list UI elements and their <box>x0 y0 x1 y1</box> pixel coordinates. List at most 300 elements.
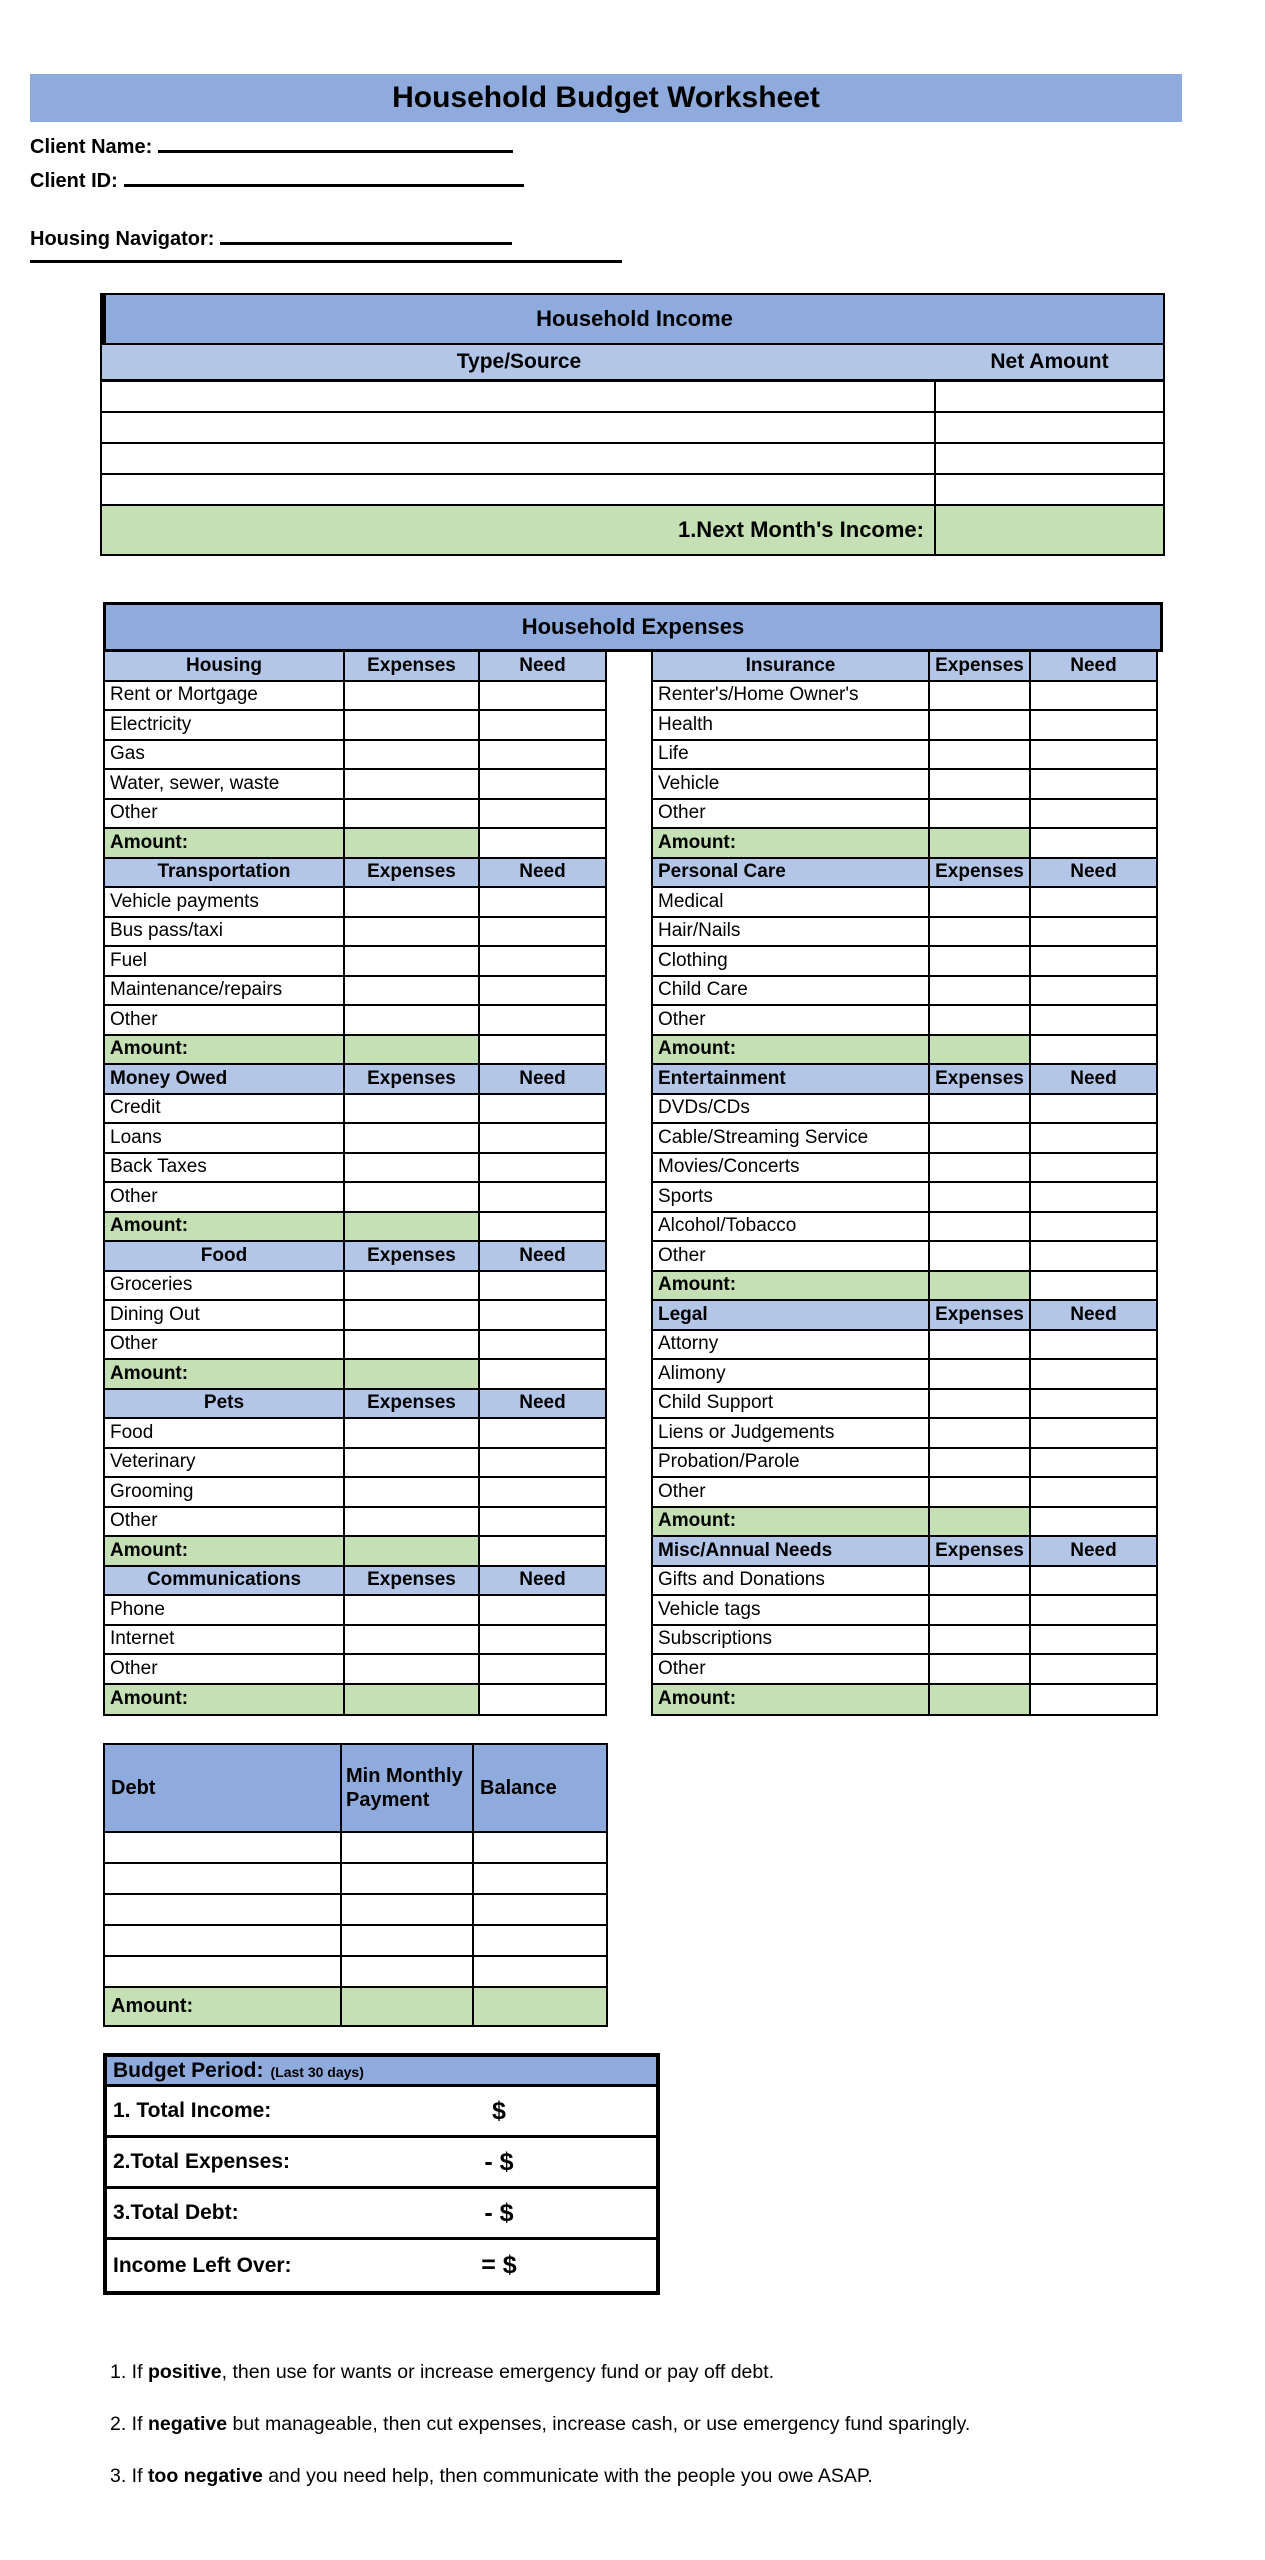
expense-row <box>653 888 1156 918</box>
expense-value-cell: Expenses <box>345 859 480 887</box>
debt-table <box>103 1743 608 2027</box>
income-empty-row <box>102 413 1163 444</box>
income-table-title: Household Income <box>102 295 1163 345</box>
expense-row <box>653 1183 1156 1213</box>
need-value-cell <box>480 829 605 857</box>
housing-navigator-label: Housing Navigator: <box>30 228 215 250</box>
expense-row-label: Amount: <box>653 1508 930 1536</box>
expense-row <box>653 918 1156 948</box>
note-text: but manageable, then cut expenses, increase cash, or use emergency fund sparingly. <box>227 2413 971 2435</box>
client-name-blank-line <box>158 136 513 153</box>
client-id-label: Client ID: <box>30 170 118 192</box>
need-value-cell <box>480 682 605 710</box>
expense-row-label: Other <box>653 1006 930 1034</box>
client-id-blank-line <box>124 170 524 187</box>
expense-row <box>105 1095 605 1125</box>
expense-value-cell <box>930 1360 1031 1388</box>
expense-row <box>105 829 605 859</box>
expense-row <box>653 947 1156 977</box>
need-value-cell <box>480 1508 605 1536</box>
expense-value-cell: Expenses <box>930 1301 1031 1329</box>
need-value-cell: Need <box>1070 861 1117 883</box>
expense-value-cell <box>930 1508 1031 1536</box>
expense-value-cell: Expenses <box>345 1242 480 1270</box>
need-value-cell <box>1031 1419 1156 1447</box>
expense-row <box>653 1331 1156 1361</box>
expense-value-cell <box>345 1596 480 1624</box>
note-line-3 <box>110 2464 970 2488</box>
expenses-columns <box>103 652 1163 1716</box>
expense-value-cell <box>930 888 1031 916</box>
expense-row-label: Vehicle payments <box>105 888 345 916</box>
expense-row-label: Alimony <box>653 1360 930 1388</box>
need-value-cell <box>480 1360 605 1388</box>
need-value-cell <box>1031 741 1156 769</box>
expense-row-label: Entertainment <box>653 1065 930 1093</box>
need-value-cell <box>1031 1006 1156 1034</box>
expense-row <box>653 1213 1156 1243</box>
expense-row-label: Other <box>105 1655 345 1683</box>
expense-row <box>105 947 605 977</box>
expense-row <box>653 1272 1156 1302</box>
debt-name-cell <box>105 1895 342 1924</box>
need-value-cell <box>480 1537 605 1565</box>
expense-value-cell <box>345 918 480 946</box>
need-value-cell <box>1031 1390 1156 1418</box>
expense-row <box>653 770 1156 800</box>
need-value-cell: Need <box>1070 654 1117 676</box>
expense-row <box>105 1213 605 1243</box>
debt-col-min-monthly-payment: Min Monthly Payment <box>342 1745 474 1831</box>
expense-value-cell <box>345 1331 480 1359</box>
need-value-cell <box>480 947 605 975</box>
expense-value-cell <box>345 741 480 769</box>
expense-row-label: Renter's/Home Owner's <box>653 682 930 710</box>
expense-value-cell <box>345 711 480 739</box>
expense-row-label: Other <box>105 1183 345 1211</box>
expense-row <box>653 1449 1156 1479</box>
need-value-cell <box>1031 1596 1156 1624</box>
need-value-cell <box>1031 770 1156 798</box>
need-value-cell <box>1031 1626 1156 1654</box>
expense-row-label: Vehicle <box>653 770 930 798</box>
debt-total-row <box>105 1988 606 2025</box>
expense-value-cell <box>345 1449 480 1477</box>
budget-period-table <box>103 2053 660 2295</box>
expense-row <box>105 1685 605 1715</box>
debt-payment-cell <box>342 1864 474 1893</box>
expense-value-cell <box>930 1036 1031 1064</box>
need-value-cell <box>480 977 605 1005</box>
expense-row <box>105 1449 605 1479</box>
need-value-cell <box>1031 1213 1156 1241</box>
expense-value-cell <box>345 1419 480 1447</box>
expense-value-cell <box>345 1006 480 1034</box>
debt-name-cell <box>105 1864 342 1893</box>
expense-value-cell <box>930 1567 1031 1595</box>
expense-row-label: Gifts and Donations <box>653 1567 930 1595</box>
expense-row-label: Amount: <box>105 1036 345 1064</box>
need-value-cell: Need <box>1070 1539 1117 1561</box>
budget-period-note: (Last 30 days) <box>270 2064 364 2080</box>
expense-row-label: Amount: <box>653 829 930 857</box>
expense-value-cell <box>345 1213 480 1241</box>
expense-row-label: Loans <box>105 1124 345 1152</box>
need-value-cell <box>480 1331 605 1359</box>
expense-row <box>653 1567 1156 1597</box>
expense-value-cell <box>345 1124 480 1152</box>
expense-row <box>105 1537 605 1567</box>
expense-value-cell <box>930 1272 1031 1300</box>
need-value-cell <box>1031 1242 1156 1270</box>
expense-row <box>105 1390 605 1420</box>
need-value-cell <box>1031 1360 1156 1388</box>
expense-row-label: DVDs/CDs <box>653 1095 930 1123</box>
income-type-cell <box>102 413 936 442</box>
expense-value-cell <box>930 1596 1031 1624</box>
budget-row-total-expenses <box>107 2138 656 2189</box>
budget-row-value: - $ <box>484 2198 514 2227</box>
expense-value-cell: Expenses <box>930 859 1031 887</box>
need-value-cell <box>1031 711 1156 739</box>
expense-row <box>653 1360 1156 1390</box>
expense-row <box>653 1036 1156 1066</box>
need-value-cell <box>1031 1478 1156 1506</box>
expense-value-cell: Expenses <box>930 1537 1031 1565</box>
expense-row <box>653 1626 1156 1656</box>
income-amount-cell <box>936 382 1163 411</box>
expense-row <box>105 1655 605 1685</box>
expense-row-label: Movies/Concerts <box>653 1154 930 1182</box>
budget-period-header <box>107 2057 656 2087</box>
need-value-cell <box>480 1213 605 1241</box>
next-months-income-value-cell <box>936 506 1163 554</box>
expense-row <box>105 1567 605 1597</box>
expense-row <box>653 1301 1156 1331</box>
expense-value-cell <box>930 947 1031 975</box>
expense-row-label: Probation/Parole <box>653 1449 930 1477</box>
debt-col-balance: Balance <box>480 1776 557 1799</box>
title-bar <box>30 74 1182 122</box>
debt-empty-row <box>105 1895 606 1926</box>
expense-value-cell <box>930 1390 1031 1418</box>
need-value-cell: Need <box>519 1392 566 1414</box>
need-value-cell <box>480 1685 605 1715</box>
expense-value-cell <box>930 682 1031 710</box>
expense-row-label: Cable/Streaming Service <box>653 1124 930 1152</box>
expense-row-label: Subscriptions <box>653 1626 930 1654</box>
need-value-cell <box>480 1449 605 1477</box>
expense-row-label: Amount: <box>105 1213 345 1241</box>
budget-row-value: = $ <box>481 2251 517 2279</box>
expense-value-cell <box>345 977 480 1005</box>
expense-row-label: Sports <box>653 1183 930 1211</box>
expense-value-cell <box>345 947 480 975</box>
expense-value-cell <box>930 1685 1031 1715</box>
income-amount-cell <box>936 413 1163 442</box>
expense-row-label: Other <box>653 1655 930 1683</box>
expense-row-label: Other <box>653 800 930 828</box>
expense-value-cell <box>930 770 1031 798</box>
expense-value-cell: Expenses <box>345 652 480 680</box>
need-value-cell <box>1031 1449 1156 1477</box>
expense-row-label: Legal <box>653 1301 930 1329</box>
need-value-cell: Need <box>519 1067 566 1089</box>
expense-value-cell <box>930 1183 1031 1211</box>
expense-value-cell <box>345 1360 480 1388</box>
expense-value-cell <box>930 918 1031 946</box>
expense-row <box>653 977 1156 1007</box>
expense-row <box>653 1006 1156 1036</box>
expense-row <box>105 682 605 712</box>
expense-value-cell <box>345 1537 480 1565</box>
need-value-cell <box>1031 888 1156 916</box>
debt-empty-row <box>105 1957 606 1988</box>
expense-row-label: Other <box>105 1331 345 1359</box>
expense-row <box>105 1242 605 1272</box>
budget-row-label: Income Left Over: <box>113 2253 292 2277</box>
expense-value-cell <box>345 1626 480 1654</box>
household-expenses-section <box>103 602 1163 1716</box>
expense-value-cell <box>345 1036 480 1064</box>
income-col-type-source: Type/Source <box>456 350 582 373</box>
household-income-table <box>100 293 1165 556</box>
expense-row-label: Bus pass/taxi <box>105 918 345 946</box>
need-value-cell <box>480 1596 605 1624</box>
debt-total-label: Amount: <box>105 1988 342 2025</box>
expense-value-cell <box>345 682 480 710</box>
budget-row-total-income <box>107 2087 656 2138</box>
client-name-label: Client Name: <box>30 136 153 158</box>
debt-balance-cell <box>474 1833 606 1862</box>
expense-row-label: Internet <box>105 1626 345 1654</box>
budget-row-label: 2.Total Expenses: <box>113 2150 291 2173</box>
debt-payment-cell <box>342 1833 474 1862</box>
need-value-cell <box>1031 1036 1156 1064</box>
expense-value-cell <box>930 1242 1031 1270</box>
need-value-cell <box>1031 682 1156 710</box>
expense-row <box>653 829 1156 859</box>
expense-row <box>653 1478 1156 1508</box>
expense-row <box>653 1095 1156 1125</box>
expense-row-label: Liens or Judgements <box>653 1419 930 1447</box>
need-value-cell <box>480 711 605 739</box>
need-value-cell: Need <box>1070 1303 1117 1325</box>
expense-row-label: Amount: <box>105 1537 345 1565</box>
expense-value-cell: Expenses <box>345 1390 480 1418</box>
need-value-cell <box>1031 1685 1156 1715</box>
debt-col-debt: Debt <box>105 1745 342 1831</box>
debt-empty-row <box>105 1864 606 1895</box>
expense-row-label: Other <box>653 1242 930 1270</box>
expense-row <box>105 1124 605 1154</box>
budget-row-value: - $ <box>484 2147 514 2176</box>
expense-row-label: Back Taxes <box>105 1154 345 1182</box>
expense-row-label: Medical <box>653 888 930 916</box>
note-text: 1. If <box>110 2361 148 2383</box>
expense-value-cell <box>345 1655 480 1683</box>
debt-total-balance-cell <box>474 1988 606 2025</box>
need-value-cell <box>480 1478 605 1506</box>
next-months-income-label: 1.Next Month's Income: <box>102 506 936 554</box>
debt-name-cell <box>105 1957 342 1986</box>
expense-row <box>105 741 605 771</box>
expense-row-label: Child Support <box>653 1390 930 1418</box>
expense-row <box>105 1626 605 1656</box>
expense-value-cell <box>930 1626 1031 1654</box>
need-value-cell <box>480 1183 605 1211</box>
expense-row-label: Water, sewer, waste <box>105 770 345 798</box>
need-value-cell <box>1031 947 1156 975</box>
expense-row-label: Other <box>105 1508 345 1536</box>
note-text: 2. If <box>110 2413 148 2435</box>
expense-row-label: Grooming <box>105 1478 345 1506</box>
note-bold-text: too negative <box>147 2465 263 2487</box>
expense-row <box>653 800 1156 830</box>
debt-payment-cell <box>342 1957 474 1986</box>
need-value-cell <box>480 1626 605 1654</box>
need-value-cell: Need <box>1070 1067 1117 1089</box>
expense-row-label: Phone <box>105 1596 345 1624</box>
debt-balance-cell <box>474 1957 606 1986</box>
expense-value-cell <box>930 711 1031 739</box>
debt-balance-cell <box>474 1926 606 1955</box>
expense-row-label: Amount: <box>653 1685 930 1715</box>
expense-row-label: Transportation <box>105 859 345 887</box>
need-value-cell: Need <box>519 1569 566 1591</box>
budget-period-label: Budget Period: <box>113 2058 264 2082</box>
income-empty-row <box>102 444 1163 475</box>
expense-row <box>105 1596 605 1626</box>
income-total-row <box>102 506 1163 554</box>
need-value-cell <box>480 1419 605 1447</box>
income-col-net-amount: Net Amount <box>990 350 1109 373</box>
need-value-cell <box>1031 1154 1156 1182</box>
need-value-cell: Need <box>519 1244 566 1266</box>
budget-row-total-debt <box>107 2189 656 2240</box>
expense-row-label: Pets <box>105 1390 345 1418</box>
expense-value-cell <box>345 1685 480 1715</box>
expense-row-label: Housing <box>105 652 345 680</box>
debt-header-row <box>105 1745 606 1833</box>
need-value-cell <box>480 1272 605 1300</box>
housing-navigator-blank-line <box>220 228 512 245</box>
need-value-cell <box>480 800 605 828</box>
need-value-cell <box>1031 1124 1156 1152</box>
expense-row <box>105 1036 605 1066</box>
need-value-cell <box>480 888 605 916</box>
expense-value-cell <box>930 741 1031 769</box>
expense-row-label: Hair/Nails <box>653 918 930 946</box>
need-value-cell <box>1031 1272 1156 1300</box>
note-line-2 <box>110 2412 970 2436</box>
expense-row <box>653 682 1156 712</box>
expense-row-label: Amount: <box>105 1360 345 1388</box>
expenses-section-title: Household Expenses <box>103 602 1163 652</box>
note-text: 3. If <box>110 2465 148 2487</box>
expense-row <box>653 711 1156 741</box>
debt-balance-cell <box>474 1864 606 1893</box>
expense-row-label: Amount: <box>105 829 345 857</box>
expense-row-label: Other <box>105 800 345 828</box>
expense-row-label: Other <box>653 1478 930 1506</box>
expense-row-label: Life <box>653 741 930 769</box>
budget-row-label: 1. Total Income: <box>113 2099 272 2122</box>
need-value-cell <box>480 1124 605 1152</box>
expense-value-cell: Expenses <box>930 1065 1031 1093</box>
expense-row-label: Misc/Annual Needs <box>653 1537 930 1565</box>
expense-row <box>653 1154 1156 1184</box>
expense-row-label: Personal Care <box>653 859 930 887</box>
expense-value-cell <box>345 1272 480 1300</box>
need-value-cell <box>1031 1508 1156 1536</box>
expense-value-cell <box>930 1124 1031 1152</box>
income-type-cell <box>102 444 936 473</box>
expense-row <box>105 1183 605 1213</box>
need-value-cell <box>1031 977 1156 1005</box>
need-value-cell <box>1031 1655 1156 1683</box>
expense-row-label: Food <box>105 1419 345 1447</box>
expense-row <box>653 1655 1156 1685</box>
expense-row-label: Fuel <box>105 947 345 975</box>
expense-row <box>105 1508 605 1538</box>
expense-value-cell: Expenses <box>345 1065 480 1093</box>
expense-row <box>105 652 605 682</box>
expense-value-cell <box>930 829 1031 857</box>
expense-value-cell: Expenses <box>930 652 1031 680</box>
expense-value-cell <box>930 1419 1031 1447</box>
need-value-cell <box>480 1154 605 1182</box>
expense-value-cell <box>930 1331 1031 1359</box>
expense-row-label: Clothing <box>653 947 930 975</box>
need-value-cell <box>480 1036 605 1064</box>
need-value-cell <box>1031 800 1156 828</box>
expense-value-cell <box>930 1213 1031 1241</box>
note-text: , then use for wants or increase emergency fund or pay off debt. <box>221 2361 775 2383</box>
need-value-cell <box>1031 1567 1156 1595</box>
need-value-cell <box>1031 918 1156 946</box>
need-value-cell <box>480 1655 605 1683</box>
expense-value-cell <box>345 1508 480 1536</box>
income-column-header-row <box>102 345 1163 382</box>
expense-row <box>105 800 605 830</box>
expense-table-left <box>103 652 607 1716</box>
expense-row <box>653 652 1156 682</box>
expense-row <box>105 1419 605 1449</box>
page-title: Household Budget Worksheet <box>392 81 820 114</box>
expense-row-label: Insurance <box>653 652 930 680</box>
expense-value-cell <box>345 829 480 857</box>
expense-row-label: Other <box>105 1006 345 1034</box>
expense-row-label: Groceries <box>105 1272 345 1300</box>
expense-row <box>105 711 605 741</box>
expense-row-label: Veterinary <box>105 1449 345 1477</box>
debt-empty-row <box>105 1833 606 1864</box>
need-value-cell: Need <box>519 861 566 883</box>
debt-payment-cell <box>342 1926 474 1955</box>
need-value-cell <box>480 918 605 946</box>
client-name-row <box>30 136 513 159</box>
note-bold-text: positive <box>147 2361 222 2383</box>
expense-value-cell <box>345 800 480 828</box>
need-value-cell <box>480 770 605 798</box>
income-empty-row <box>102 475 1163 506</box>
debt-name-cell <box>105 1833 342 1862</box>
expense-value-cell <box>345 770 480 798</box>
income-amount-cell <box>936 475 1163 504</box>
expense-row <box>105 1272 605 1302</box>
need-value-cell <box>1031 1183 1156 1211</box>
